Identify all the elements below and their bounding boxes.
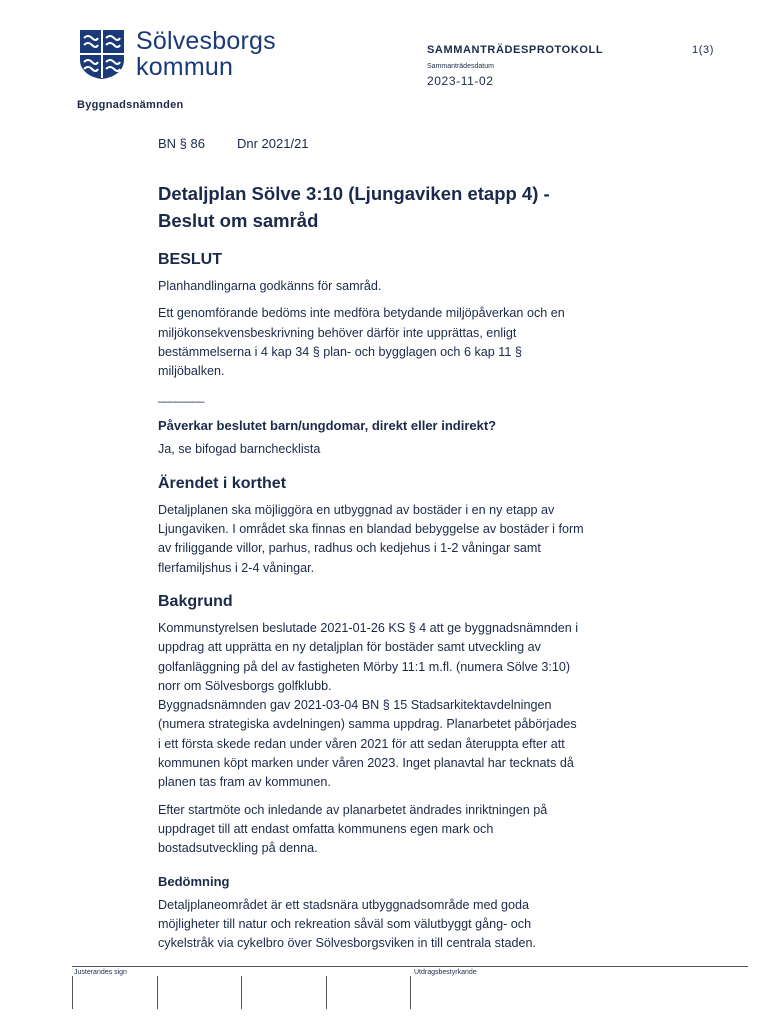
utdragsbestyrkande-label: Utdragsbestyrkande — [414, 969, 477, 976]
signature-box-divider — [241, 976, 242, 1009]
arendet-heading: Ärendet i korthet — [158, 474, 287, 492]
signature-box-divider — [72, 976, 73, 1009]
document-body — [158, 180, 648, 961]
signature-box-divider — [157, 976, 158, 1009]
section-number: BN § 86 — [158, 136, 205, 151]
arendet-paragraph: Detaljplanen ska möjliggöra en utbyggnad av bostäder i en ny etapp av Ljungaviken. I området ska finnas en blandad bebyggelse av bostäder i form av friliggande villor, parhus, radhus och kedjehus i 1-2 våningar samt flerfamiljshus i 2-4 våningar. — [158, 502, 584, 575]
bedomning-heading: Bedömning — [158, 873, 230, 889]
coat-of-arms-icon — [78, 28, 126, 80]
barn-answer: Ja, se bifogad barnchecklista — [158, 442, 321, 457]
separator-line: ________ — [158, 389, 204, 404]
justerandes-sign-label: Justerandes sign — [74, 969, 127, 976]
committee-name: Byggnadsnämnden — [77, 99, 184, 111]
barn-heading: Påverkar beslutet barn/ungdomar, direkt eller indirekt? — [158, 418, 497, 434]
signature-box-divider — [326, 976, 327, 1009]
logo-line-2: kommun — [136, 53, 234, 81]
beslut-heading: BESLUT — [158, 251, 222, 268]
footer-divider — [72, 966, 748, 967]
signature-box-divider — [410, 976, 411, 1009]
logo-line-1: Sölvesborgs — [136, 27, 276, 55]
meeting-date-label: Sammanträdesdatum — [427, 63, 494, 70]
diary-number: Dnr 2021/21 — [236, 136, 309, 151]
reference-line — [158, 136, 309, 151]
bakgrund-heading: Bakgrund — [158, 592, 233, 610]
bakgrund-paragraph-1: Kommunstyrelsen beslutade 2021-01-26 KS § 4 att ge byggnadsnämnden i uppdrag att upprätta en ny detaljplan för bostäder samt utveckling av golfanläggning på del av fastigheten Mörby 11:1 m.fl. (numera Sölve 3:10) norr om Sölvesborgs golfklubb. Byggnadsnämnden gav 2021-03-04 BN § 15 Stadsarkitektavdelningen (numera strategiska avdelningen) samma uppdrag. Planarbetet påbörjades i ett första skede redan under våren 2021 för att sedan återuppta efter att kommunen köpt marken under våren 2023. Inget planavtal har tecknats då planen tas fram av kommunen. — [158, 620, 579, 790]
page-number: 1(3) — [692, 44, 714, 56]
logo-wordmark — [136, 28, 276, 80]
beslut-paragraph-1: Planhandlingarna godkänns för samråd. — [158, 279, 382, 293]
municipality-logo — [78, 28, 276, 80]
document-title: Detaljplan Sölve 3:10 (Ljungaviken etapp 4) - Beslut om samråd — [158, 183, 550, 231]
bedomning-paragraph: Detaljplaneområdet är ett stadsnära utbyggnadsområde med goda möjligheter till natur och rekreation såväl som välutbyggt gång- och cykelstråk via cykelbro över Sölvesborgsviken in till centrala staden. — [158, 897, 536, 951]
beslut-paragraph-2: Ett genomförande bedöms inte medföra betydande miljöpåverkan och en miljökonsekvensbeskrivning behöver därför inte upprättas, enligt bestämmelserna i 4 kap 34 § plan- och bygglagen och 6 kap 11 § miljöbalken. — [158, 306, 565, 379]
document-type: SAMMANTRÄDESPROTOKOLL — [427, 44, 604, 56]
bakgrund-paragraph-2: Efter startmöte och inledande av planarbetet ändrades inriktningen på uppdraget till att endast omfatta kommunens egen mark och bostadsutveckling på denna. — [158, 802, 548, 856]
meeting-date: 2023-11-02 — [427, 74, 494, 88]
